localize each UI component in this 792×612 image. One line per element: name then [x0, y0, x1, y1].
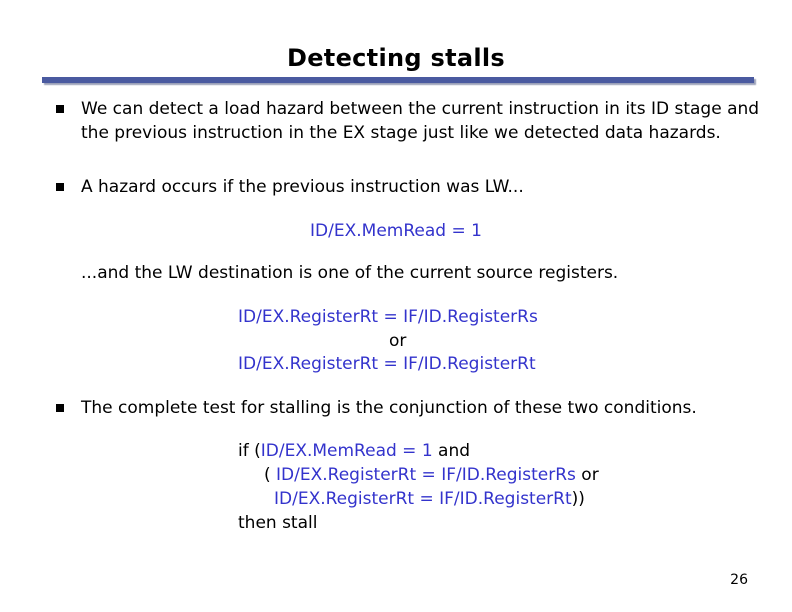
slide-title: Detecting stalls	[287, 44, 505, 72]
condition-rt: ID/EX.RegisterRt = IF/ID.RegisterRt	[238, 354, 536, 374]
code-rs-condition: ID/EX.RegisterRt = IF/ID.RegisterRs	[276, 465, 576, 485]
code-rt-condition: ID/EX.RegisterRt = IF/ID.RegisterRt	[274, 489, 572, 509]
code-line-1	[238, 439, 470, 463]
bullet-marker	[56, 404, 64, 412]
condition-rs: ID/EX.RegisterRt = IF/ID.RegisterRs	[238, 307, 538, 327]
bullet-text-1: We can detect a load hazard between the current instruction in its ID stage and the previous instruction in the EX stage just like we detected data hazards.	[81, 99, 760, 143]
or-keyword: or	[575, 465, 599, 485]
bullet-marker	[56, 183, 64, 191]
close-paren: ))	[571, 489, 585, 509]
code-line-4: then stall	[238, 513, 318, 533]
continuation-text: ...and the LW destination is one of the current source registers.	[81, 263, 619, 283]
bullet-text-2: A hazard occurs if the previous instruction was LW...	[81, 177, 524, 197]
bullet-marker	[56, 105, 64, 113]
code-line-2	[264, 463, 599, 487]
title-underline	[42, 77, 754, 83]
code-memread: ID/EX.MemRead = 1	[260, 441, 433, 461]
if-keyword: if (	[238, 441, 261, 461]
and-keyword: and	[432, 441, 471, 461]
bullet-text-3: The complete test for stalling is the conjunction of these two conditions.	[81, 398, 697, 418]
page-number: 26	[730, 572, 748, 588]
or-word: or	[389, 331, 407, 351]
open-paren: (	[264, 465, 271, 485]
condition-memread: ID/EX.MemRead = 1	[310, 221, 482, 241]
code-line-3	[274, 487, 585, 511]
